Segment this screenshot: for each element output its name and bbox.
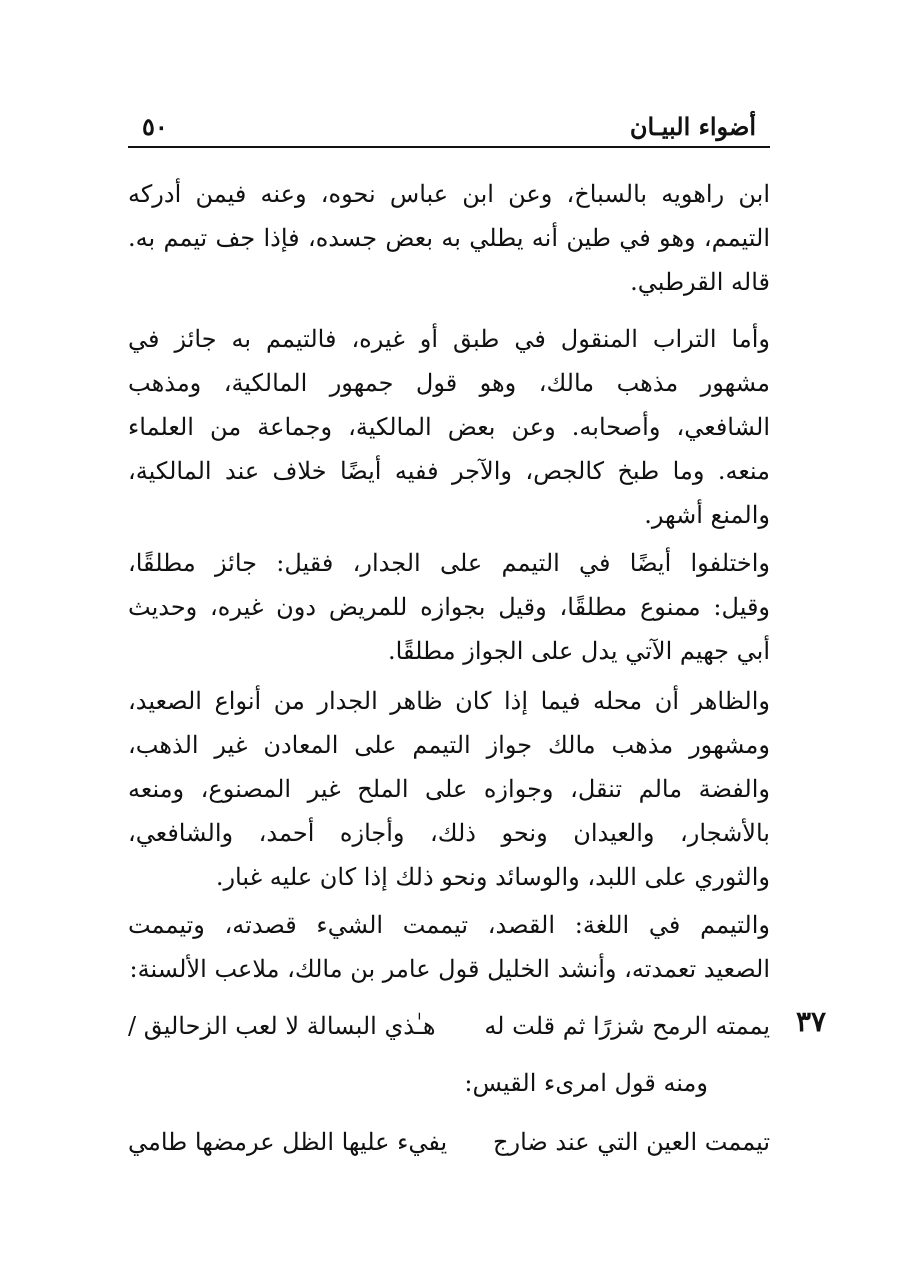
text-line: بالأشجار، والعيدان ونحو ذلك، وأجازه أحمد، والشافعي، [128, 819, 770, 847]
text-line: والمنع أشهر. [644, 501, 770, 529]
verse-1-first-hemistich: يممته الرمح شزرًا ثم قلت له [484, 1012, 770, 1040]
text-line: وأما التراب المنقول في طبق أو غيره، فالتيمم به جائز في [128, 325, 770, 353]
text-line: الصعيد تعمدته، وأنشد الخليل قول عامر بن مالك، ملاعب الألسنة: [129, 955, 770, 983]
page-header [128, 104, 770, 148]
paragraph-5 [128, 903, 770, 991]
verse-1-second-hemistich: هـٰذي البسالة لا لعب الزحاليق / [128, 1012, 436, 1040]
verse-intro [128, 1061, 770, 1105]
text-line: منعه. وما طبخ كالجص، والآجر ففيه أيضًا خلاف عند المالكية، [128, 457, 770, 485]
text-line: قاله القرطبي. [630, 268, 770, 296]
text-line: والفضة مالم تنقل، وجوازه على الملح غير المصنوع، ومنعه [128, 775, 770, 803]
paragraph-1 [128, 172, 770, 304]
verse-intro-text: ومنه قول امرىء القيس: [464, 1069, 708, 1097]
paragraph-2 [128, 317, 770, 537]
text-line: التيمم، وهو في طين أنه يطلي به بعض جسده، فإذا جف تيمم به. [128, 224, 770, 252]
text-line: مشهور مذهب مالك، وهو قول جمهور المالكية، ومذهب [128, 369, 770, 397]
text-line: وقيل: ممنوع مطلقًا، وقيل بجوازه للمريض دون غيره، وحديث [128, 593, 770, 621]
paragraph-4 [128, 679, 770, 899]
text-line: أبي جهيم الآتي يدل على الجواز مطلقًا. [388, 637, 770, 665]
margin-number: ٣٧ [796, 1005, 827, 1038]
text-line: ابن راهويه بالسباخ، وعن ابن عباس نحوه، وعنه فيمن أدركه [128, 180, 770, 208]
text-line: والثوري على اللبد، والوسائد ونحو ذلك إذا كان عليه غبار. [215, 863, 770, 891]
text-line: واختلفوا أيضًا في التيمم على الجدار، فقيل: جائز مطلقًا، [128, 549, 770, 577]
verse-2-first-hemistich: تيممت العين التي عند ضارج [493, 1128, 770, 1156]
text-line: والتيمم في اللغة: القصد، تيممت الشيء قصدته، وتيممت [128, 911, 770, 939]
text-line: ومشهور مذهب مالك جواز التيمم على المعادن غير الذهب، [128, 731, 770, 759]
text-line: والظاهر أن محله فيما إذا كان ظاهر الجدار من أنواع الصعيد، [128, 687, 770, 715]
verse-2 [128, 1120, 770, 1164]
paragraph-3 [128, 541, 770, 673]
verse-1 [128, 1004, 770, 1048]
verse-2-second-hemistich: يفيء عليها الظل عرمضها طامي [128, 1128, 448, 1156]
text-line: الشافعي، وأصحابه. وعن بعض المالكية، وجماعة من العلماء [128, 413, 770, 441]
running-title: أضواء البيـان [629, 112, 756, 141]
page-number: ٥٠ [142, 112, 168, 141]
